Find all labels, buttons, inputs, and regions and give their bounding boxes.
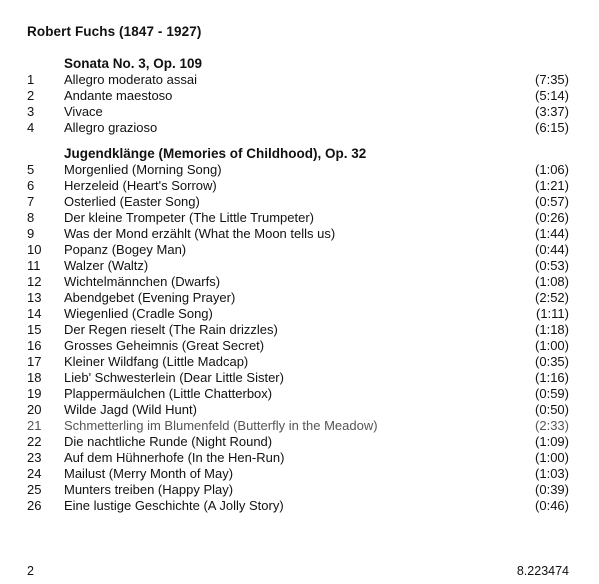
- track-title: Wichtelmännchen (Dwarfs): [64, 274, 221, 289]
- track-title: Mailust (Merry Month of May): [64, 466, 234, 481]
- track-duration: (1:44): [535, 226, 569, 241]
- track-duration: (0:50): [535, 402, 569, 417]
- track-row: [0, 120, 599, 136]
- track-duration: (6:15): [535, 120, 569, 135]
- track-duration: (1:09): [535, 434, 569, 449]
- track-duration: (0:57): [535, 194, 569, 209]
- track-duration: (1:03): [535, 466, 569, 481]
- track-title: Der kleine Trompeter (The Little Trumpeter): [64, 210, 314, 225]
- track-duration: (0:53): [535, 258, 569, 273]
- page-number: 2: [27, 564, 34, 578]
- track-title: Lieb' Schwesterlein (Dear Little Sister): [64, 370, 284, 385]
- track-number: 11: [27, 258, 41, 273]
- track-row: [0, 306, 599, 322]
- track-row: [0, 194, 599, 210]
- track-number: 20: [27, 402, 42, 417]
- track-duration: (1:06): [535, 162, 569, 177]
- track-number: 4: [27, 120, 35, 135]
- track-row: [0, 242, 599, 258]
- track-title: Walzer (Waltz): [64, 258, 149, 273]
- track-row: [0, 72, 599, 88]
- track-title: Popanz (Bogey Man): [64, 242, 187, 257]
- section-title-jugendklaenge: Jugendklänge (Memories of Childhood), Op. 32: [64, 146, 367, 161]
- track-row: [0, 226, 599, 242]
- track-number: 17: [27, 354, 42, 369]
- track-row: [0, 290, 599, 306]
- track-number: 3: [27, 104, 35, 119]
- track-row: [0, 498, 599, 514]
- track-title: Wilde Jagd (Wild Hunt): [64, 402, 197, 417]
- track-duration: (1:16): [535, 370, 569, 385]
- track-duration: (1:21): [535, 178, 569, 193]
- track-title: Munters treiben (Happy Play): [64, 482, 234, 497]
- track-duration: (0:44): [535, 242, 569, 257]
- track-row: [0, 450, 599, 466]
- track-row: [0, 466, 599, 482]
- track-title: Grosses Geheimnis (Great Secret): [64, 338, 265, 353]
- track-title: Auf dem Hühnerhofe (In the Hen-Run): [64, 450, 285, 465]
- track-row: [0, 258, 599, 274]
- track-row: [0, 418, 599, 434]
- track-title: Kleiner Wildfang (Little Madcap): [64, 354, 249, 369]
- track-number: 14: [27, 306, 42, 321]
- track-title: Vivace: [64, 104, 103, 119]
- track-row: [0, 210, 599, 226]
- track-number: 24: [27, 466, 42, 481]
- track-row: [0, 386, 599, 402]
- track-title: Allegro moderato assai: [64, 72, 197, 87]
- track-duration: (7:35): [535, 72, 569, 87]
- track-number: 21: [27, 418, 42, 433]
- track-number: 9: [27, 226, 35, 241]
- track-title: Abendgebet (Evening Prayer): [64, 290, 236, 305]
- track-duration: (5:14): [535, 88, 569, 103]
- track-duration: (1:08): [535, 274, 569, 289]
- track-duration: (0:39): [535, 482, 569, 497]
- track-number: 23: [27, 450, 42, 465]
- track-duration: (2:33): [535, 418, 569, 433]
- track-number: 15: [27, 322, 42, 337]
- track-duration: (0:46): [535, 498, 569, 513]
- track-number: 19: [27, 386, 42, 401]
- track-title: Osterlied (Easter Song): [64, 194, 200, 209]
- track-number: 5: [27, 162, 35, 177]
- track-duration: (0:26): [535, 210, 569, 225]
- track-number: 16: [27, 338, 42, 353]
- track-number: 26: [27, 498, 42, 513]
- track-title: Morgenlied (Morning Song): [64, 162, 222, 177]
- track-number: 2: [27, 88, 35, 103]
- track-row: [0, 370, 599, 386]
- track-title: Schmetterling im Blumenfeld (Butterfly in the Meadow): [64, 418, 378, 433]
- track-number: 25: [27, 482, 42, 497]
- track-duration: (0:35): [535, 354, 569, 369]
- track-row: [0, 162, 599, 178]
- track-title: Andante maestoso: [64, 88, 173, 103]
- catalog-number: 8.223474: [516, 564, 569, 578]
- track-row: [0, 178, 599, 194]
- track-row: [0, 482, 599, 498]
- track-number: 7: [27, 194, 35, 209]
- track-duration: (1:00): [535, 450, 569, 465]
- track-title: Plappermäulchen (Little Chatterbox): [64, 386, 273, 401]
- track-row: [0, 338, 599, 354]
- track-duration: (0:59): [535, 386, 569, 401]
- track-row: [0, 402, 599, 418]
- track-number: 1: [27, 72, 35, 87]
- track-row: [0, 88, 599, 104]
- track-row: [0, 274, 599, 290]
- track-number: 6: [27, 178, 35, 193]
- track-title: Eine lustige Geschichte (A Jolly Story): [64, 498, 284, 513]
- track-duration: (1:00): [535, 338, 569, 353]
- track-row: [0, 104, 599, 120]
- track-number: 8: [27, 210, 35, 225]
- track-number: 18: [27, 370, 42, 385]
- track-title: Der Regen rieselt (The Rain drizzles): [64, 322, 278, 337]
- track-number: 10: [27, 242, 42, 257]
- composer-heading: Robert Fuchs (1847 - 1927): [27, 24, 202, 39]
- track-title: Was der Mond erzählt (What the Moon tells us): [64, 226, 336, 241]
- track-number: 22: [27, 434, 42, 449]
- track-row: [0, 322, 599, 338]
- track-duration: (1:11): [536, 306, 569, 321]
- track-title: Wiegenlied (Cradle Song): [64, 306, 213, 321]
- track-row: [0, 354, 599, 370]
- section-title-sonata: Sonata No. 3, Op. 109: [64, 56, 203, 71]
- track-title: Herzeleid (Heart's Sorrow): [64, 178, 217, 193]
- track-number: 13: [27, 290, 42, 305]
- track-duration: (1:18): [535, 322, 569, 337]
- track-row: [0, 434, 599, 450]
- track-duration: (3:37): [535, 104, 569, 119]
- track-number: 12: [27, 274, 42, 289]
- track-duration: (2:52): [535, 290, 569, 305]
- track-title: Die nachtliche Runde (Night Round): [64, 434, 273, 449]
- track-title: Allegro grazioso: [64, 120, 158, 135]
